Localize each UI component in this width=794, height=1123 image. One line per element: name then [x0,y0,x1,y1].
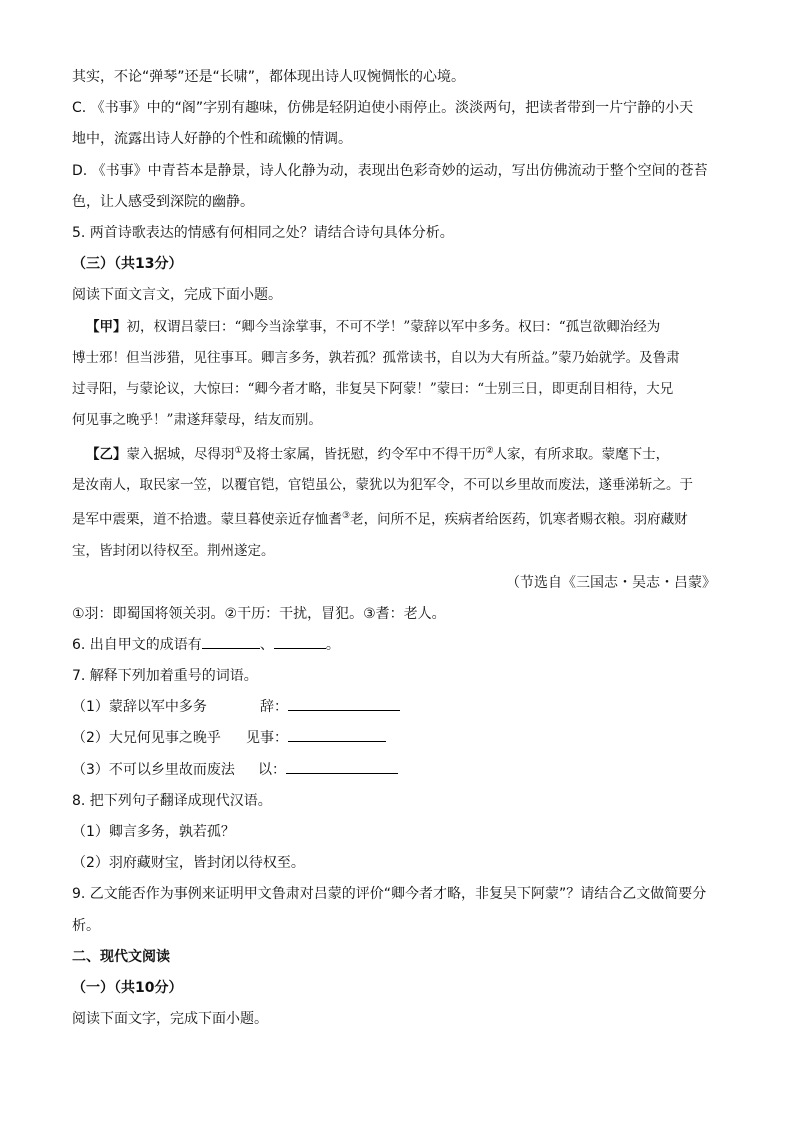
passage-yi [72,436,722,567]
footnote-marker-1: ① [234,445,243,456]
document-page [72,62,722,1035]
passage-yi-label: 【乙】 [86,446,127,463]
passage-jia-line2: 博士邪！但当涉猎，见往事耳。卿言多务，孰若孤？孤常读书，自以为大有所益。”蒙乃始就学。及鲁肃 [72,349,680,366]
footnote-marker-2: ② [485,445,494,456]
section-3-header: （三）（共13分） [72,256,183,273]
question-7: 7. 解释下列加着重号的词语。 [72,668,258,685]
question-7-item-2 [72,723,722,754]
passage-yi-line4: 宝，皆封闭以待权至。荆州遂定。 [72,542,275,559]
question-6-text: 6. 出自甲文的成语有 [72,636,202,653]
passage-jia-line3: 过寻阳，与蒙论议，大惊曰：“卿今者才略，非复吴下阿蒙！”蒙曰：“士别三日，即更刮目相待，大兄 [72,380,674,397]
answer-blank-q7-2[interactable] [288,727,386,742]
option-c-line2: 地中，流露出诗人好静的个性和疏懒的情调。 [72,131,352,148]
passage-jia-line4: 何见事之晚乎！”肃遂拜蒙母，结友而别。 [72,411,322,428]
question-8-item-1: （1）卿言多务，孰若孤？ [72,824,235,841]
q7-word: 见事： [246,730,288,747]
passage-yi-text: 人家，有所求取。蒙麾下士， [493,446,670,463]
q7-word: 以： [258,761,286,778]
part-2-header: 二、现代文阅读 [72,948,170,965]
passage-yi-text: 是军中震栗，道不拾遗。蒙旦暮使亲近存恤耆 [72,511,342,528]
answer-blank-1[interactable] [202,634,260,649]
passage-yi-line3 [72,501,722,536]
question-8: 8. 把下列句子翻译成现代汉语。 [72,792,272,809]
footnote-marker-3: ③ [342,511,351,522]
option-d-line1: D. 《书事》中青苔本是静景，诗人化静为动，表现出色彩奇妙的运动，写出仿佛流动于整个空间的苍苔 [72,162,708,179]
part-2-subheader: （一）（共10分） [72,980,183,997]
answer-blank-q7-1[interactable] [288,696,400,711]
passage-jia [72,312,722,436]
option-b-tail: 其实，不论“弹琴”还是“长啸”，都体现出诗人叹惋惆怅的心境。 [72,69,466,85]
passage-yi-line1 [72,436,722,471]
q7-phrase: （3）不可以乡里故而废法 [72,761,235,778]
passage-yi-text: 及将士家属，皆抚慰，约令军中不得干历 [242,446,486,463]
footnotes: ①羽：即蜀国将领关羽。②干历：干扰，冒犯。③耆：老人。 [72,605,446,622]
part-2-instruction: 阅读下面文字，完成下面小题。 [72,1011,268,1028]
passage-yi-line2: 是汝南人，取民家一笠，以覆官铠，官铠虽公，蒙犹以为犯军令，不可以乡里故而废法，遂垂涕斩之。于 [72,477,693,494]
option-c-line1: C. 《书事》中的“阁”字别有趣味，仿佛是轻阴迫使小雨停止。淡淡两句，把读者带到一片宁静的小天 [72,100,694,117]
option-d-line2: 色，让人感受到深院的幽静。 [72,193,254,210]
question-6 [72,630,722,661]
section-3-instruction: 阅读下面文言文，完成下面小题。 [72,287,282,304]
q7-word: 辞： [260,699,288,716]
question-8-item-2: （2）羽府藏财宝，皆封闭以待权至。 [72,855,305,872]
question-6-separator: 、 [259,636,274,653]
question-9-line1: 9. 乙文能否作为事例来证明甲文鲁肃对吕蒙的评价“卿今者才略，非复吴下阿蒙”？请结合乙文做简要分 [72,886,707,903]
passage-yi-text: 蒙入据城，尽得羽 [126,446,235,463]
q7-phrase: （1）蒙辞以军中多务 [72,699,207,716]
passage-jia-label: 【甲】 [86,318,127,335]
question-9-line2: 析。 [72,917,100,934]
passage-jia-line1 [72,312,722,343]
answer-blank-2[interactable] [274,634,326,649]
q7-phrase: （2）大兄何见事之晚乎 [72,730,221,747]
question-7-item-1 [72,692,722,723]
question-7-item-3 [72,755,722,786]
passage-source: （节选自《三国志・吴志・吕蒙》 [506,574,716,591]
question-6-end: 。 [325,636,340,653]
question-5: 5. 两首诗歌表达的情感有何相同之处？请结合诗句具体分析。 [72,225,454,242]
answer-blank-q7-3[interactable] [286,759,398,774]
passage-jia-text: 初，权谓吕蒙曰：“卿今当涂掌事，不可不学！”蒙辞以军中多务。权曰：“孤岂欲卿治经为 [126,318,661,335]
passage-yi-text: 老，问所不足，疾病者给医药，饥寒者赐衣粮。羽府藏财 [350,511,688,528]
